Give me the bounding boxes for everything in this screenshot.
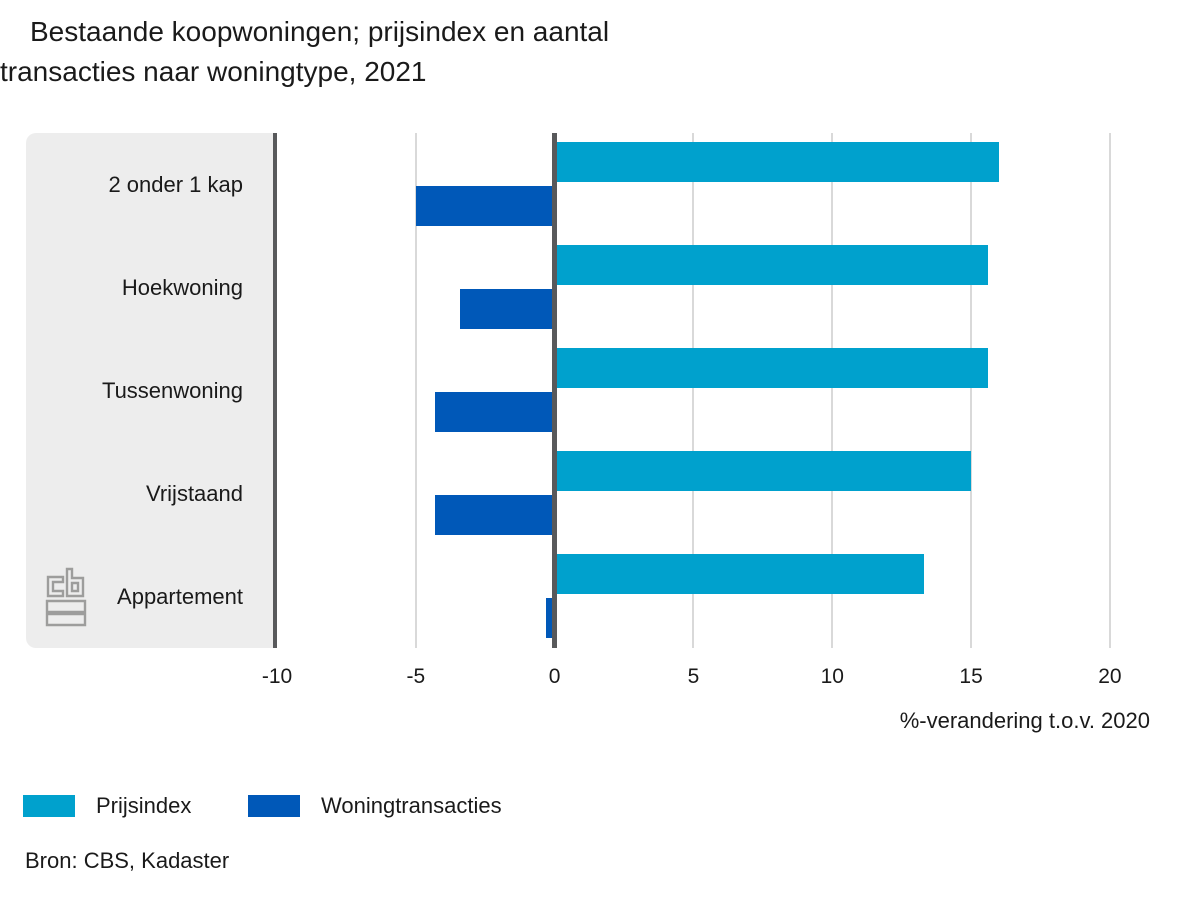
bar-prijsindex[interactable] <box>555 554 924 594</box>
x-tick-label: 15 <box>959 665 983 688</box>
plot-area <box>261 133 1146 688</box>
bar-woningtransacties[interactable] <box>416 186 555 226</box>
chart-title-line-1: Bestaande koopwoningen; prijsindex en aantal <box>30 16 610 47</box>
bar-woningtransacties[interactable] <box>435 392 554 432</box>
legend-label: Prijsindex <box>96 793 192 818</box>
x-tick-label: 0 <box>548 665 561 688</box>
legend <box>0 793 1200 821</box>
x-tick-label: -10 <box>261 665 293 688</box>
legend-item-woningtransacties[interactable] <box>248 793 502 819</box>
category-label: 2 onder 1 kap <box>108 171 243 197</box>
source-text: Bron: CBS, Kadaster <box>25 848 230 873</box>
bar-prijsindex[interactable] <box>555 142 999 182</box>
bar-prijsindex[interactable] <box>555 245 988 285</box>
prijsindex-swatch-icon <box>23 795 75 817</box>
bar-woningtransacties[interactable] <box>435 495 554 535</box>
x-tick-label: 5 <box>687 665 700 688</box>
bar-prijsindex[interactable] <box>555 348 988 388</box>
cbs-logo <box>44 566 88 628</box>
woningtransacties-swatch-icon <box>248 795 300 817</box>
chart-title-line-2: transacties naar woningtype, 2021 <box>0 56 427 87</box>
legend-label: Woningtransacties <box>321 793 502 818</box>
gridline <box>1109 133 1111 648</box>
bar-woningtransacties[interactable] <box>460 289 554 329</box>
category-label: Vrijstaand <box>145 480 243 506</box>
zero-axis-line <box>552 133 557 648</box>
category-label: Hoekwoning <box>121 274 243 300</box>
category-label: Appartement <box>117 583 243 609</box>
x-tick-label: -5 <box>406 665 426 688</box>
gridline <box>970 133 972 648</box>
x-tick-label: 10 <box>820 665 844 688</box>
x-tick-label: 20 <box>1098 665 1122 688</box>
category-label: Tussenwoning <box>101 377 243 403</box>
bar-prijsindex[interactable] <box>555 451 971 491</box>
legend-item-prijsindex[interactable] <box>23 793 191 819</box>
x-axis-label: %-verandering t.o.v. 2020 <box>899 708 1150 733</box>
